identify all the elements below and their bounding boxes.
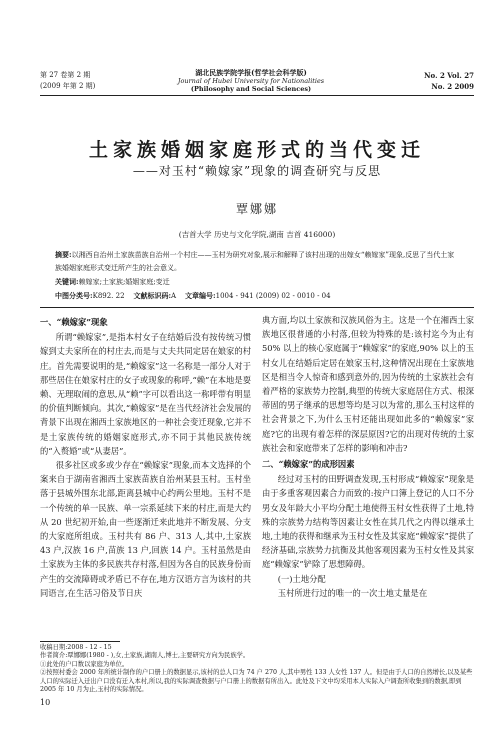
footnote-rule	[40, 641, 120, 642]
journal-name-cn: 湖北民族学院学报(哲学社会科学版)	[195, 68, 307, 77]
abstract-text: 以湘西自治州土家族苗族自治州一个村庄——玉村为研究对象,展示和解释了该村出现的出嫁女“赖嫁家”现象,反思了当代土家族婚姻家庭形式变迁所产生的社会意义。	[55, 251, 455, 272]
paragraph: 典方面,均以土家族和汉族风俗为主。这是一个在湘西土家族地区很普通的小村落,但较为特殊的是:该村迄今为止有 50% 以上的核心家庭属于“赖嫁家”的家庭,90% 以上的玉村女儿在结婚后定居在娘家玉村,这种情况出现在土家族地区是相当令人惊奇和感到意外的,因为传统的土家族社会有着严格的家族势力控制,典型的传统大家庭居住方式、根深蒂固的男子继承的思想等均是习以为常的,那么玉村这样的社会背景之下,为什么玉村还能出现如此多的“赖嫁家”家庭?它的出现有着怎样的深层原因?它的出现对传统的土家族社会和家庭带来了怎样的影响和冲击?	[262, 315, 474, 453]
author-affiliation: (吉首大学 历史与文化学院,湖南 吉首 416000)	[178, 230, 336, 239]
article-title: 土家族婚姻家庭形式的当代变迁	[88, 139, 425, 161]
meta-block	[55, 248, 455, 303]
clc-value: K892. 22	[92, 292, 125, 300]
article-number-value: 1004 - 941 (2009) 02 - 0010 - 04	[215, 292, 331, 300]
journal-name-en: Journal of Hubei University for Nationalities	[177, 77, 325, 85]
meta-rule	[40, 307, 474, 308]
code-label: 文献标识码:	[133, 291, 172, 300]
author-bio: 作者简介:覃娜娜(1980 - ),女,土家族,湖南人,博士,主要研究方向为民族学。	[40, 652, 250, 660]
article-number-label: 文章编号:	[185, 291, 216, 300]
footnote-2: ②按照村委会 2000 年所统计制作的户口册上的数据显示,该村的总人口为 74 户 270 人,其中男性 133 人女性 137 人。但是由于人口的自然增长,以及某些人口的实际迁入迁出户口没有迁入本村,所以,我的实际调查数据与户口册上的数据有所出入。此处及下文中均采用本人实际入户调查所收集到的数据,即到 2005 年 10 月为止,玉村的实际情况。	[40, 669, 473, 694]
paragraph: 经过对玉村的田野调查发现,玉村形成“赖嫁家”现象是由于多重客观因素合力而致的:按户口簿上登记的人口不分男女及年龄大小平均分配土地使得玉村女性获得了土地,特殊的宗族势力结构等因素让女性在其几代之内得以继承土地,土地的获得和继承为玉村女性及其家庭“赖嫁家”提供了经济基础,宗族势力抗衡及其他客观因素为玉村女性及其家庭“赖嫁家”铲除了思想障碍。	[262, 474, 474, 570]
journal-section-en: (Philosophy and Social Sciences)	[190, 85, 312, 93]
issue-year: (2009 年第 2 期)	[40, 82, 96, 90]
issue-volume: 第 27 卷第 2 期	[40, 71, 91, 79]
right-column	[262, 313, 474, 678]
footnotes	[40, 644, 474, 694]
issue-year-en: No. 2 2009	[431, 82, 474, 91]
page-number: 10	[40, 698, 51, 707]
keywords-text: 赖嫁家;土家族;婚姻家庭;变迁	[78, 278, 170, 286]
abstract	[55, 248, 455, 275]
abstract-label: 摘要:	[55, 250, 72, 259]
code-value: A	[171, 292, 177, 300]
keywords	[55, 275, 455, 289]
footnote-1: ①此处的户口数以家庭为单位。	[40, 660, 129, 668]
section-heading-1: 一、“赖嫁家”现象	[40, 317, 108, 327]
paragraph: 所谓“赖嫁家”,是指本村女子在结婚后没有按传统习惯嫁到丈夫家所在的村庄去,而是与丈夫共同定居在娘家的村庄。首先需要说明的是,“赖嫁家”这一名称是一部分人对于那些居住在娘家村庄的女子或现象的称呼,“赖”在本地是耍赖、无理取闹的意思,从“赖”字可以看出这一称呼带有明显的价值判断倾向。其次,“赖嫁家”是在当代经济社会发展的背景下出现在湘西土家族地区的一种社会变迁现象,它并不是土家族传统的婚姻家庭形式,亦不同于其他民族传统的“入赘婚”或“从妻居”。	[40, 332, 251, 456]
section-heading-2: 二、“赖嫁家”的成形因素	[262, 459, 355, 470]
received-date: 收稿日期:2008 - 12 - 15	[40, 644, 112, 651]
subsection-heading: (一)土地分配	[277, 573, 326, 584]
issue-volume-en: No. 2 Vol. 27	[424, 71, 474, 80]
left-column	[40, 313, 251, 639]
paragraph: 玉村所进行过的唯一的一次土地丈量是在	[277, 587, 428, 598]
classification	[55, 289, 455, 303]
article-subtitle: ——对玉村“赖嫁家”现象的调查研究与反思	[132, 164, 382, 178]
keywords-label: 关键词:	[55, 277, 79, 286]
header-rule	[40, 95, 474, 96]
paragraph: 很多社区或多或少存在“赖嫁家”现象,而本文选择的个案来自于湖南省湘西土家族苗族自治州某县玉村。玉村坐落于县城外围东北部,距离县城中心约两公里地。玉村不是一个传统的单一民族、单一宗系延续下来的村庄,而是大约从 20 世纪初开始,由一些逐渐迁来此地并不断发展、分支的大家庭所组成。玉村共有 86 户、313 人,其中,土家族 43 户,汉族 16 户,苗族 13 户,回族 14 户。玉村虽然是由土家族为主体的多民族共存村落,但因为各自的民族身份而产生的交流障碍或矛盾已不存在,地方汉语方言为该村的共同语言,在生活习俗及节日庆	[40, 460, 251, 598]
clc-label: 中图分类号:	[55, 291, 93, 300]
author-name: 覃娜娜	[235, 202, 278, 216]
